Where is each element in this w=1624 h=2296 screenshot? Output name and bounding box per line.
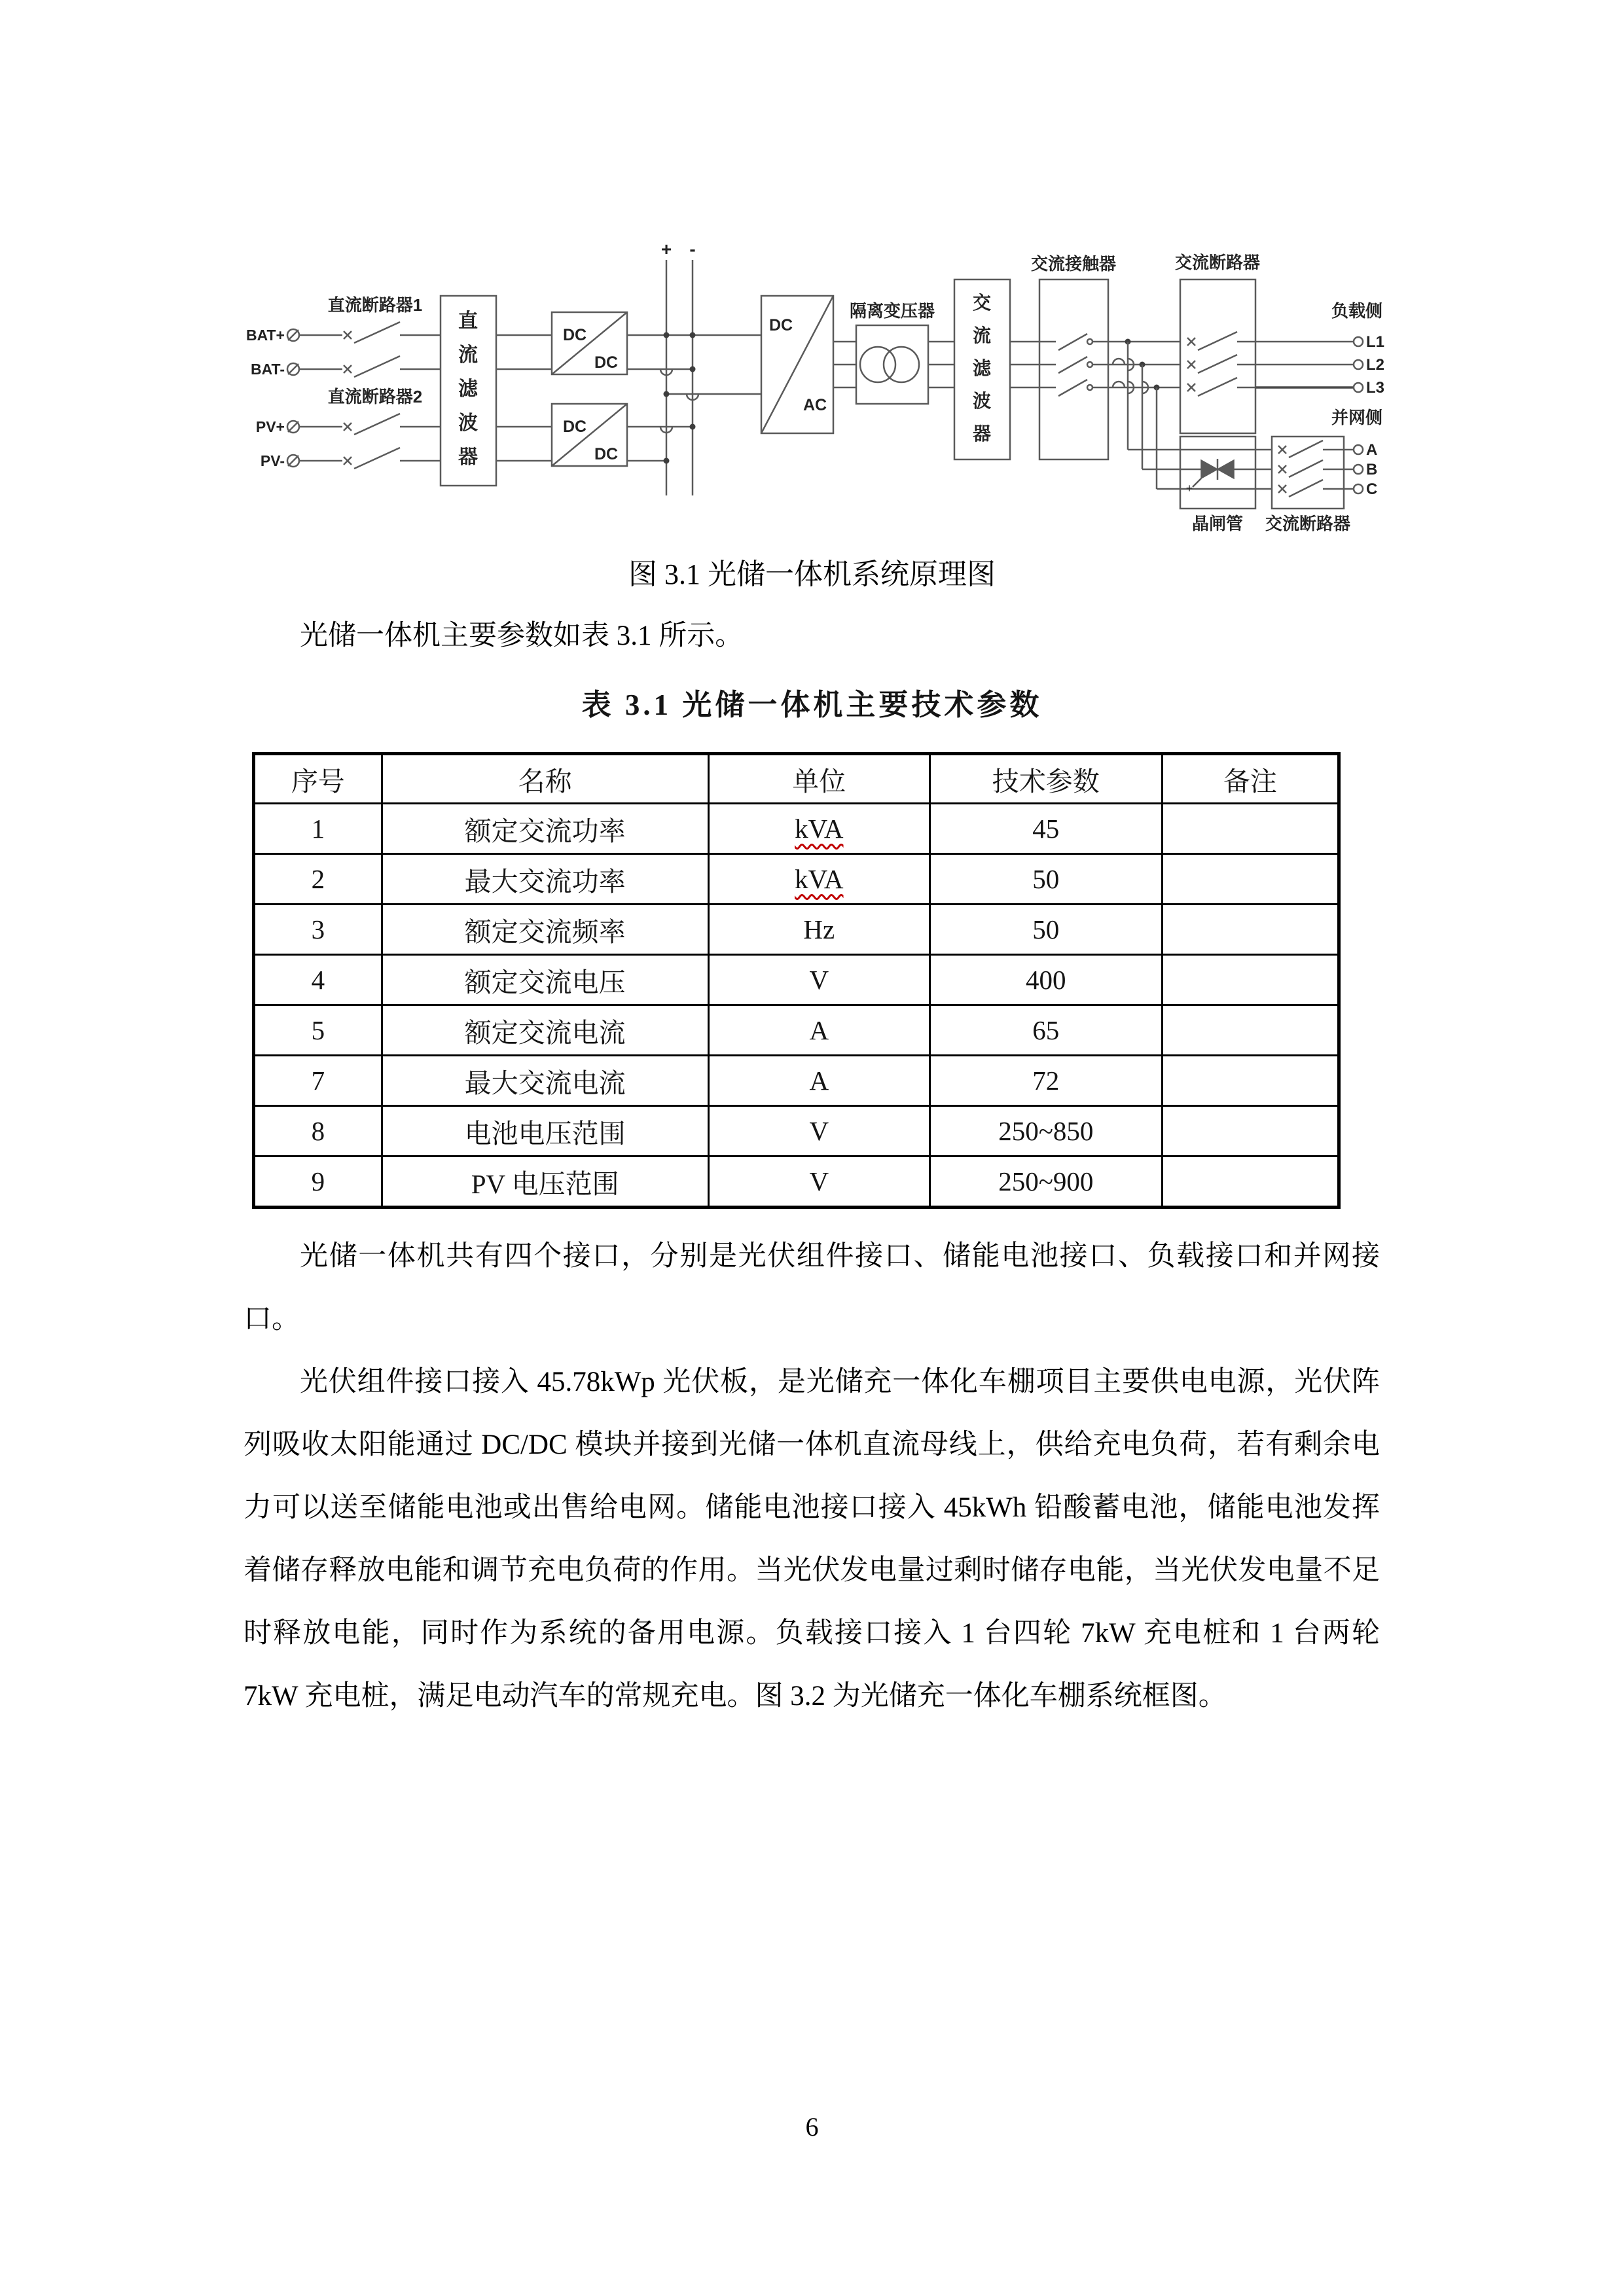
pv-input-terminals xyxy=(256,418,299,469)
inverter-dc-label: DC xyxy=(768,316,793,334)
cell-name: 电池电压范围 xyxy=(382,1106,708,1157)
load-side-label: 负载侧 xyxy=(1331,301,1383,321)
thyristor-gate-plus: + xyxy=(1185,482,1193,495)
l2-terminal-label: L2 xyxy=(1366,356,1385,374)
figure-caption: 图 3.1 光储一体机系统原理图 xyxy=(628,558,996,590)
load-side-terminals xyxy=(1255,301,1384,397)
table-row xyxy=(254,1106,1339,1157)
cell-name: 额定交流频率 xyxy=(382,905,708,955)
isolation-transformer-label: 隔离变压器 xyxy=(849,301,935,321)
col-header-no: 序号 xyxy=(254,754,382,804)
dcdc-converter-1 xyxy=(552,312,627,374)
dc-filter-label: 直流滤波器 xyxy=(458,310,478,468)
battery-input-terminals xyxy=(246,327,299,378)
cell-value: 400 xyxy=(929,955,1162,1005)
l1-terminal-label: L1 xyxy=(1366,333,1385,351)
unit-text: A xyxy=(809,1066,829,1096)
cell-unit xyxy=(708,1106,929,1157)
parameters-table xyxy=(252,752,1341,1209)
intro-paragraph: 光储一体机主要参数如表 3.1 所示。 xyxy=(300,620,744,651)
paragraph-description: 光伏组件接口接入 45.78kWp 光伏板，是光储充一体化车棚项目主要供电电源，光伏阵列吸收太阳能通过 DC/DC 模块并接到光储一体机直流母线上，供给充电负荷，若有剩余电力可以送至储能电池或出售给电网。储能电池接口接入 45kWh 铅酸蓄电池，储能电池发挥着储存释放电能和调节充电负荷的作用。当光伏发电量过剩时储存电能，当光伏发电量不足时释放电能，同时作为系统的备用电源。负载接口接入 1 台四轮 7kW 充电桩和 1 台两轮 7kW 充电桩，满足电动汽车的常规充电。图 3.2 为光储充一体化车棚系统框图。 xyxy=(244,1367,1380,1712)
cell-no: 9 xyxy=(254,1157,382,1208)
cell-value: 250~850 xyxy=(929,1106,1162,1157)
cell-value: 65 xyxy=(929,1005,1162,1056)
isolation-transformer xyxy=(850,301,935,404)
dcdc1-dc-out-label: DC xyxy=(594,353,619,372)
ac-breaker-load xyxy=(1175,253,1260,433)
table-row xyxy=(254,1005,1339,1056)
unit-text: kVA xyxy=(795,864,844,894)
cell-unit xyxy=(708,955,929,1005)
dcdc1-dc-in-label: DC xyxy=(562,326,587,344)
ac-contactor xyxy=(1031,254,1116,459)
bat-plus-label: BAT+ xyxy=(246,327,285,344)
cell-no: 1 xyxy=(254,804,382,854)
col-header-value: 技术参数 xyxy=(929,754,1162,804)
dc-filter-box xyxy=(441,296,496,486)
cell-value: 72 xyxy=(929,1056,1162,1106)
unit-text: V xyxy=(809,1166,829,1196)
ac-filter-box xyxy=(954,279,1010,459)
bat-minus-label: BAT- xyxy=(251,361,285,378)
bus-plus-label: + xyxy=(660,243,672,259)
cell-unit xyxy=(708,1005,929,1056)
cell-remark xyxy=(1162,1056,1339,1106)
cell-remark xyxy=(1162,1106,1339,1157)
cell-remark xyxy=(1162,1005,1339,1056)
table-row xyxy=(254,955,1339,1005)
figure-3-1-diagram xyxy=(244,243,1416,535)
cell-no: 8 xyxy=(254,1106,382,1157)
cell-name: 额定交流功率 xyxy=(382,804,708,854)
paragraph-interfaces: 光储一体机共有四个接口，分别是光伏组件接口、储能电池接口、负载接口和并网接口。 xyxy=(244,1241,1380,1335)
pv-minus-label: PV- xyxy=(260,452,285,469)
cell-unit xyxy=(708,905,929,955)
inverter-ac-label: AC xyxy=(803,396,827,414)
cell-unit xyxy=(708,1157,929,1208)
table-title: 表 3.1 光储一体机主要技术参数 xyxy=(581,689,1043,721)
cell-value: 50 xyxy=(929,854,1162,905)
dc-breaker-1-label: 直流断路器1 xyxy=(327,295,423,315)
cell-unit xyxy=(708,854,929,905)
cell-name: 最大交流电流 xyxy=(382,1056,708,1106)
thyristor-box xyxy=(1180,437,1272,533)
ac-contactor-label: 交流接触器 xyxy=(1030,254,1117,274)
cell-name: 额定交流电流 xyxy=(382,1005,708,1056)
dc-breaker-2 xyxy=(299,387,441,469)
c-terminal-label: C xyxy=(1366,480,1378,498)
cell-name: 额定交流电压 xyxy=(382,955,708,1005)
cell-no: 7 xyxy=(254,1056,382,1106)
ac-filter-label: 交流滤波器 xyxy=(972,293,992,444)
cell-remark xyxy=(1162,854,1339,905)
dcac-inverter xyxy=(761,296,833,433)
dcdc2-dc-in-label: DC xyxy=(562,418,587,436)
table-row xyxy=(254,854,1339,905)
parameters-table-body xyxy=(254,804,1339,1208)
dcdc2-dc-out-label: DC xyxy=(594,445,619,463)
cell-unit xyxy=(708,1056,929,1106)
dc-breaker-2-label: 直流断路器2 xyxy=(327,387,423,406)
page-number: 6 xyxy=(805,2112,819,2142)
cell-no: 3 xyxy=(254,905,382,955)
bus-minus-label: - xyxy=(689,243,696,259)
thyristor-label: 晶闸管 xyxy=(1191,514,1244,533)
ac-breaker-load-label: 交流断路器 xyxy=(1174,253,1261,272)
a-terminal-label: A xyxy=(1366,441,1378,459)
dc-breaker-1 xyxy=(299,295,441,377)
cell-remark xyxy=(1162,1157,1339,1208)
pv-plus-label: PV+ xyxy=(255,418,285,435)
cell-remark xyxy=(1162,804,1339,854)
table-row xyxy=(254,905,1339,955)
col-header-unit: 单位 xyxy=(708,754,929,804)
table-row xyxy=(254,804,1339,854)
b-terminal-label: B xyxy=(1366,461,1378,478)
cell-value: 45 xyxy=(929,804,1162,854)
ac-breaker-grid-label: 交流断路器 xyxy=(1265,514,1351,533)
unit-text: A xyxy=(809,1015,829,1045)
unit-text: kVA xyxy=(795,814,844,844)
table-row xyxy=(254,1157,1339,1208)
cell-value: 50 xyxy=(929,905,1162,955)
ac-breaker-grid xyxy=(1265,437,1354,533)
cell-no: 2 xyxy=(254,854,382,905)
col-header-remark: 备注 xyxy=(1162,754,1339,804)
cell-no: 4 xyxy=(254,955,382,1005)
table-row xyxy=(254,1056,1339,1106)
table-header-row xyxy=(254,754,1339,804)
cell-no: 5 xyxy=(254,1005,382,1056)
l3-terminal-label: L3 xyxy=(1366,379,1385,397)
cell-remark xyxy=(1162,905,1339,955)
grid-side-label: 并网侧 xyxy=(1331,408,1383,427)
unit-text: Hz xyxy=(803,914,835,944)
dcdc-converter-2 xyxy=(552,404,627,466)
cell-remark xyxy=(1162,955,1339,1005)
grid-branch-taps xyxy=(1125,339,1181,490)
unit-text: V xyxy=(809,1116,829,1146)
unit-text: V xyxy=(809,965,829,995)
cell-value: 250~900 xyxy=(929,1157,1162,1208)
cell-name: 最大交流功率 xyxy=(382,854,708,905)
bus-connections xyxy=(627,332,761,464)
col-header-name: 名称 xyxy=(382,754,708,804)
cell-name: PV 电压范围 xyxy=(382,1157,708,1208)
cell-unit xyxy=(708,804,929,854)
